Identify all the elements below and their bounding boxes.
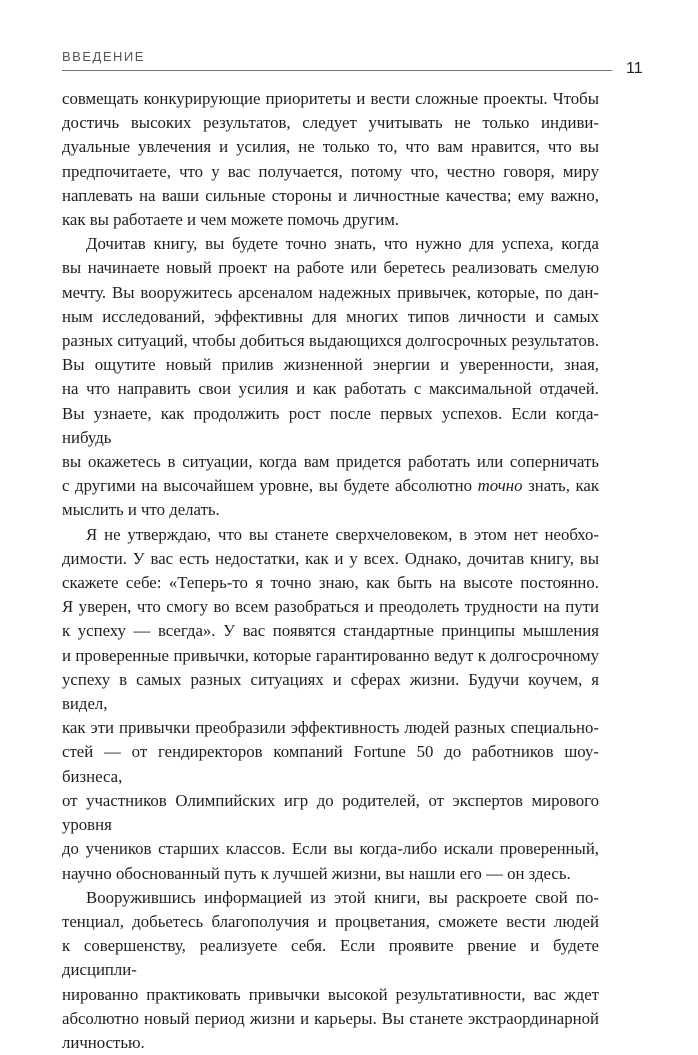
text-line: Вы узнаете, как продолжить рост после первых успехов. Если когда-нибудь xyxy=(62,403,599,447)
text-line: димости. У вас есть недостатки, как и у всех. Однако, дочитав книгу, вы xyxy=(62,548,599,568)
text-line: научно обоснованный путь к лучшей жизни, вы нашли его — он здесь. xyxy=(62,863,571,883)
text-line: нированно практиковать привычки высокой результативности, вас ждет xyxy=(62,984,599,1004)
text-line: достичь высоких результатов, следует учитывать не только индиви- xyxy=(62,113,599,133)
body-text xyxy=(62,87,599,1055)
text-line: разных ситуаций, чтобы добиться выдающихся долгосрочных результатов. xyxy=(62,331,599,351)
text-line: как эти привычки преобразили эффективность людей разных специально- xyxy=(62,718,599,738)
text-line: вы начинаете новый проект на работе или беретесь реализовать смелую xyxy=(62,258,599,278)
text-line: мечту. Вы вооружитесь арсеналом надежных привычек, которые, по дан- xyxy=(62,282,599,302)
text-line: Вы ощутите новый прилив жизненной энергии и уверенности, зная, xyxy=(62,355,599,375)
text-line: Я уверен, что смогу во всем разобраться и преодолеть трудности на пути xyxy=(62,597,599,617)
text-line: предпочитаете, что у вас получается, потому что, честно говоря, миру xyxy=(62,161,599,181)
page-number: 11 xyxy=(626,60,643,77)
paragraph-4 xyxy=(62,886,599,1055)
text-line: успеху в самых разных ситуациях и сферах жизни. Будучи коучем, я видел, xyxy=(62,669,599,714)
emphasized-word: точно xyxy=(477,476,523,496)
text-segment: знать, как xyxy=(528,476,599,496)
text-line: к успеху — всегда». У вас появятся стандартные принципы мышления xyxy=(62,621,599,641)
text-line: ным исследований, эффективны для многих типов личности и самых xyxy=(62,306,599,326)
text-line: наплевать на ваши сильные стороны и личностные качества; ему важно, xyxy=(62,185,599,205)
text-line: от участников Олимпийских игр до родителей, от экспертов мирового уровня xyxy=(62,790,599,835)
text-line: как вы работаете и чем можете помочь другим. xyxy=(62,210,400,230)
text-line-with-emphasis xyxy=(62,474,599,498)
text-segment: с другими на высочайшем уровне, вы будете абсолютно xyxy=(62,476,473,496)
text-line: совмещать конкурирующие приоритеты и вести сложные проекты. Чтобы xyxy=(62,89,599,108)
text-line: мыслить и что делать. xyxy=(62,500,220,520)
text-line: Я не утверждаю, что вы станете сверхчеловеком, в этом нет необхо- xyxy=(86,524,599,544)
paragraph-2 xyxy=(62,232,599,522)
text-line: стей — от гендиректоров компаний Fortune 50 до работников шоу-бизнеса, xyxy=(62,742,599,786)
header-rule xyxy=(62,70,612,71)
text-line: к совершенству, реализуете себя. Если проявите рвение и будете дисципли- xyxy=(62,936,599,980)
running-head-title: ВВЕДЕНИЕ xyxy=(62,49,145,64)
text-line: Вооружившись информацией из этой книги, вы раскроете свой по- xyxy=(86,887,599,907)
text-line: вы окажетесь в ситуации, когда вам придется работать или соперничать xyxy=(62,452,599,472)
text-line: и проверенные привычки, которые гарантированно ведут к долгосрочному xyxy=(62,645,599,665)
text-line: дуальные увлечения и усилия, не только то, что вам нравится, что вы xyxy=(62,137,599,157)
text-line: на что направить свои усилия и как работать с максимальной отдачей. xyxy=(62,379,599,399)
text-line: тенциал, добьетесь благополучия и процветания, сможете вести людей xyxy=(62,911,599,931)
text-line: абсолютно новый период жизни и карьеры. Вы станете экстраординарной xyxy=(62,1008,599,1028)
text-line: Дочитав книгу, вы будете точно знать, что нужно для успеха, когда xyxy=(86,234,599,254)
text-line: до учеников старших классов. Если вы когда-либо искали проверенный, xyxy=(62,839,599,859)
text-line: скажете себе: «Теперь-то я точно знаю, как быть на высоте постоянно. xyxy=(62,573,599,593)
text-line: личностью. xyxy=(62,1032,145,1052)
paragraph-3 xyxy=(62,523,599,886)
paragraph-1 xyxy=(62,87,599,232)
